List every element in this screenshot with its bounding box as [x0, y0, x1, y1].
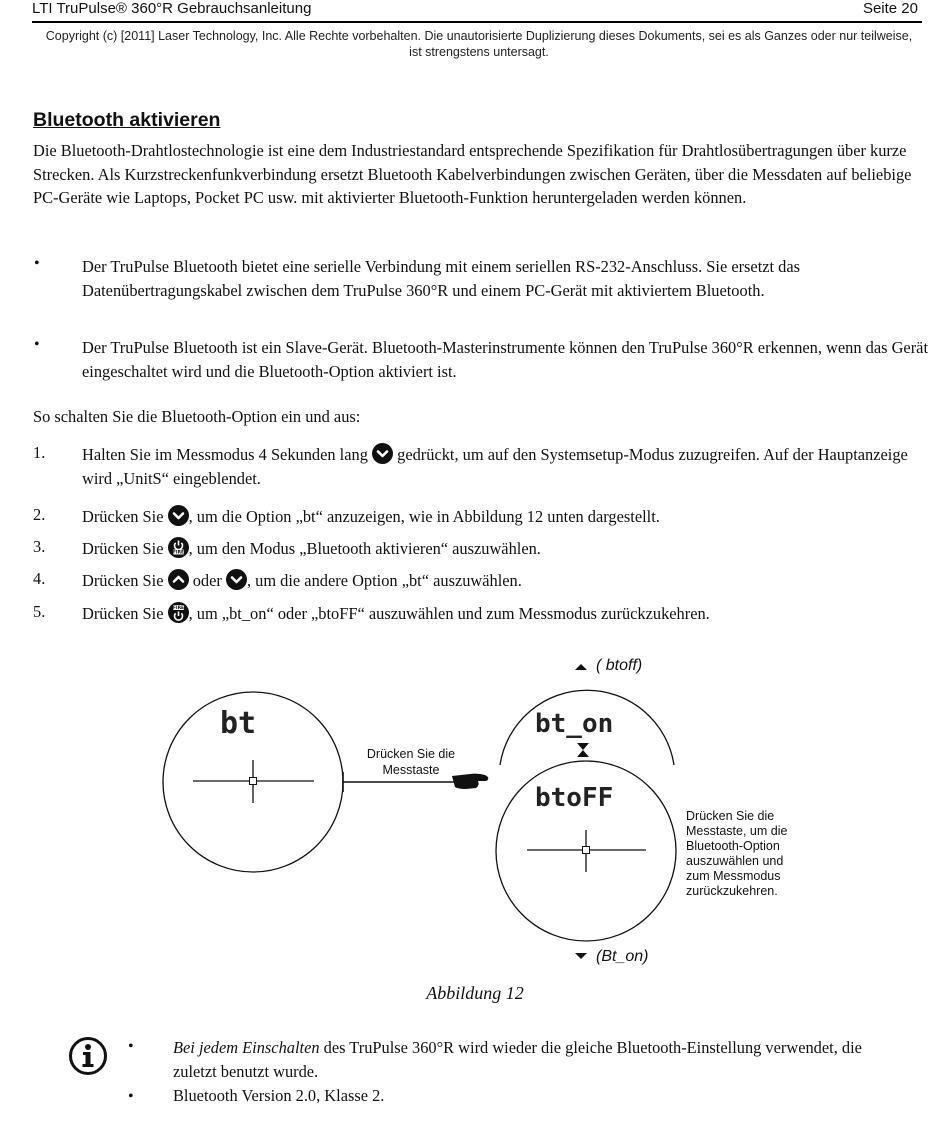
header-title: LTI TruPulse® 360°R Gebrauchsanleitung [32, 0, 312, 17]
pointing-hand-icon [452, 774, 488, 789]
step-text-part: , um die andere Option „bt“ auszuwählen. [246, 571, 522, 590]
step-text [82, 537, 937, 561]
up-button-icon [168, 569, 189, 590]
step-text-part: , um den Modus „Bluetooth aktivieren“ auszuwählen. [188, 539, 541, 558]
bullet-marker: • [34, 255, 40, 272]
bullet-marker: • [34, 336, 40, 353]
side-note [686, 809, 787, 898]
info-icon [68, 1036, 108, 1076]
down-button-icon [226, 569, 247, 590]
bullet-item: Der TruPulse Bluetooth bietet eine serielle Verbindung mit einem seriellen RS-232-Anschluss. Sie ersetzt das Datenübertragungskabel zwischen dem TruPulse 360°R und einem PC-Gerät mit aktiviertem Bluetooth. [82, 257, 801, 300]
svg-text:Drücken Sie die: Drücken Sie die [686, 809, 775, 823]
left-crosshair-center [250, 778, 257, 785]
step-text-part: , um die Option „bt“ anzuzeigen, wie in Abbildung 12 unten dargestellt. [188, 507, 660, 526]
step-text-part: gedrückt, um auf den Systemsetup-Modus zuzugreifen. Auf der Hauptanzeige wird „UnitS“ eingeblendet. [82, 445, 908, 488]
bottom-label: (Bt_on) [596, 948, 649, 965]
section-heading: Bluetooth aktivieren [33, 109, 221, 131]
svg-text:zurückzukehren.: zurückzukehren. [686, 884, 778, 898]
svg-text:Bluetooth-Option: Bluetooth-Option [686, 839, 780, 853]
bullet-marker: • [128, 1088, 134, 1105]
up-arrow-marker [575, 664, 587, 670]
fire-power-button-icon [168, 602, 189, 623]
step-number: 1. [33, 443, 46, 462]
step-text [82, 505, 937, 529]
step-number: 4. [33, 569, 46, 588]
note-text: des TruPulse 360°R wird wieder die gleiche Bluetooth-Einstellung verwendet, die zuletzt benutzt wurde. [173, 1038, 862, 1081]
note-item [173, 1036, 873, 1083]
bullet-item: Der TruPulse Bluetooth ist ein Slave-Gerät. Bluetooth-Masterinstrumente können den TruPulse 360°R erkennen, wenn das Gerät eingeschaltet wird und die Bluetooth-Option aktiviert ist. [82, 338, 928, 381]
step-number: 3. [33, 537, 46, 556]
step-text-part: Drücken Sie [82, 604, 164, 623]
copyright-notice: Copyright (c) [2011] Laser Technology, Inc. Alle Rechte vorbehalten. Die unautorisierte Duplizierung dieses Dokuments, sei es als Ganzes oder nur teilweise, ist strengstens untersagt. [45, 29, 913, 59]
intro-paragraph: Die Bluetooth-Drahtlostechnologie ist eine dem Industriestandard entsprechende Spezifikation für Drahtlosübertragungen über kurze Strecken. Als Kurzstreckenfunkverbindung ersetzt Bluetooth Kabelverbindungen zwischen Geräten, über die Messdaten auf beliebige PC-Geräte wie Laptops, Pocket PC usw. mit aktivierter Bluetooth-Funktion heruntergeladen werden können. [33, 141, 912, 207]
svg-text:FIRE: FIRE [172, 606, 184, 612]
arc-display-readout: bt_on [535, 709, 614, 739]
arrow-label-line-2: Messtaste [382, 763, 440, 777]
step-text-part: Drücken Sie [82, 539, 164, 558]
steps-intro: So schalten Sie die Bluetooth-Option ein und aus: [33, 407, 361, 426]
svg-text:FIRE: FIRE [172, 550, 184, 556]
down-arrow-marker [575, 953, 587, 959]
right-crosshair-center [583, 847, 590, 854]
figure-12 [0, 640, 950, 980]
step-text-part: Drücken Sie [82, 507, 164, 526]
hourglass-bottom [577, 750, 589, 757]
left-display-readout: bt [220, 706, 257, 741]
note-emphasis: Bei jedem Einschalten [173, 1038, 320, 1057]
down-button-icon [168, 505, 189, 526]
bullet-marker: • [128, 1038, 134, 1055]
step-text-part: oder [192, 571, 222, 590]
step-text-part: Halten Sie im Messmodus 4 Sekunden lang [82, 445, 368, 464]
step-text [82, 569, 937, 593]
step-text [82, 602, 937, 626]
svg-text:Messtaste, um die: Messtaste, um die [686, 824, 788, 838]
step-number: 2. [33, 505, 46, 524]
page-number: Seite 20 [862, 0, 918, 17]
fire-power-button-icon [168, 537, 189, 558]
svg-text:zum Messmodus: zum Messmodus [686, 869, 781, 883]
svg-text:auszuwählen und: auszuwählen und [686, 854, 784, 868]
step-text [82, 443, 937, 490]
right-display-readout: btoFF [535, 783, 614, 813]
hourglass-top [577, 743, 589, 750]
figure-caption: Abbildung 12 [426, 983, 524, 1003]
note-item: Bluetooth Version 2.0, Klasse 2. [173, 1086, 385, 1105]
down-button-icon [372, 443, 393, 464]
step-text-part: Drücken Sie [82, 571, 164, 590]
top-label: ( btoff) [596, 657, 643, 674]
arrow-label-line-1: Drücken Sie die [366, 747, 456, 761]
step-text-part: , um „bt_on“ oder „btoFF“ auszuwählen und zum Messmodus zurückzukehren. [188, 604, 710, 623]
step-number: 5. [33, 602, 46, 621]
header-rule [32, 21, 922, 23]
